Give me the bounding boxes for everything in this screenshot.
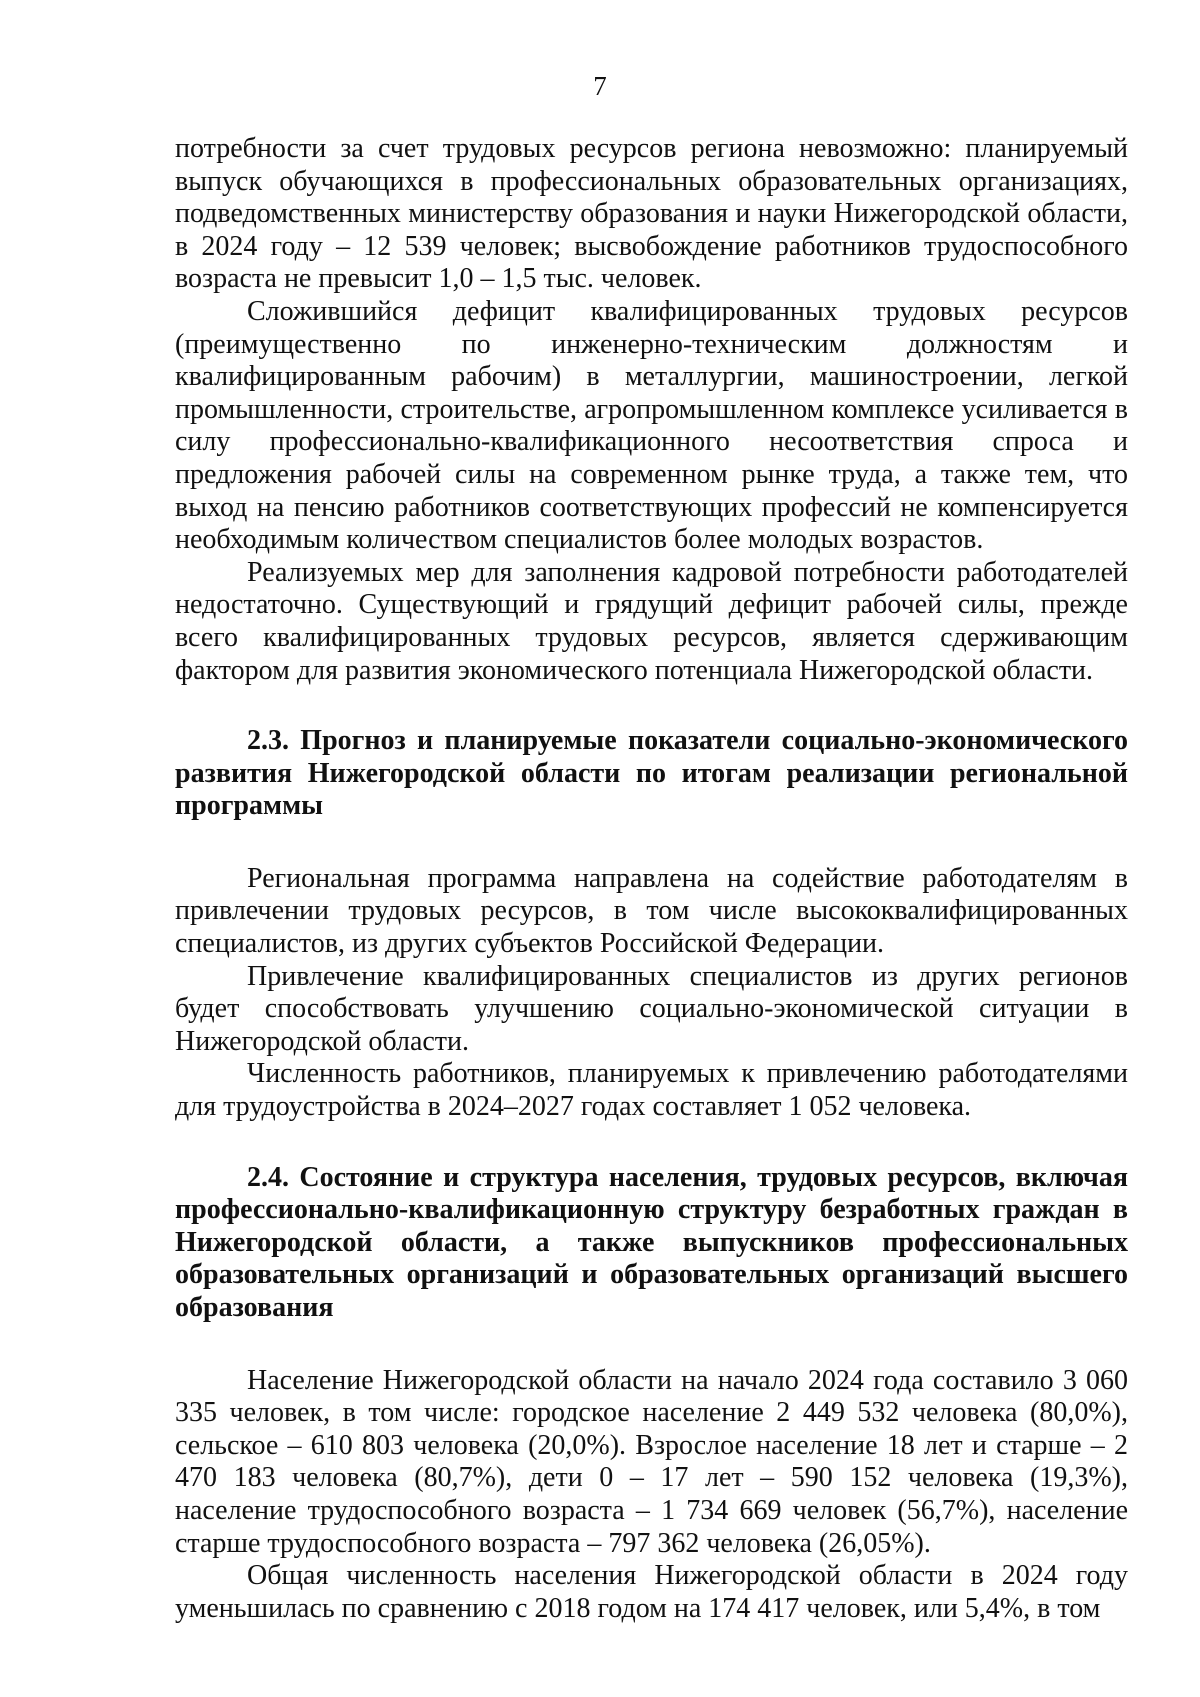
paragraph-population-decline: Общая численность населения Нижегородской области в 2024 году уменьшилась по сравнению с 2018 годом на 174 417 человек, или 5,4%, в том bbox=[175, 1560, 1128, 1624]
paragraph-program-purpose: Региональная программа направлена на содействие работодателям в привлечении трудовых ресурсов, в том числе высококвалифицированных специалистов, из других субъектов Российской Федерации. bbox=[175, 862, 1128, 960]
spacer bbox=[175, 1124, 1128, 1162]
section-heading-2-3: 2.3. Прогноз и планируемые показатели социально-экономического развития Нижегородской области по итогам реализации региональной программы bbox=[175, 725, 1128, 822]
spacer bbox=[175, 823, 1128, 863]
paragraph-workers-count: Численность работников, планируемых к привлечению работодателями для трудоустройства в 2024–2027 годах составляет 1 052 человека. bbox=[175, 1058, 1128, 1123]
paragraph-attraction-effect: Привлечение квалифицированных специалистов из других регионов будет способствовать улучшению социально-экономической ситуации в Нижегородской области. bbox=[175, 960, 1128, 1057]
paragraph-population-structure: Население Нижегородской области на начало 2024 года составило 3 060 335 человек, в том числе: городское население 2 449 532 человека (80,0%), сельское – 610 803 человека (20,0%). Взрослое население 18 лет и старше – 2 470 183 человека (80,7%), дети 0 – 17 лет – 590 152 человека (19,3%), население трудоспособного возраста – 1 734 669 человек (56,7%), население старше трудоспособного возраста – 797 362 человека (26,05%). bbox=[175, 1364, 1128, 1559]
page-number: 7 bbox=[593, 71, 607, 101]
paragraph-labor-deficit: Сложившийся дефицит квалифицированных трудовых ресурсов (преимущественно по инженерно-техническим должностям и квалифицированным рабочим) в металлургии, машиностроении, легкой промышленности, строительстве, агропромышленном комплексе усиливается в силу профессионально-квалификационного несоответствия спроса и предложения рабочей силы на современном рынке труда, а также тем, что выход на пенсию работников соответствующих профессий не компенсируется необходимым количеством специалистов более молодых возрастов. bbox=[175, 295, 1128, 556]
spacer bbox=[175, 687, 1128, 725]
section-heading-2-4: 2.4. Состояние и структура населения, трудовых ресурсов, включая профессионально-квалификационную структуру безработных граждан в Нижегородской области, а также выпускников профессиональных образовательных организаций и образовательных организаций высшего образования bbox=[175, 1161, 1128, 1323]
spacer bbox=[175, 1325, 1128, 1365]
document-body bbox=[175, 133, 1128, 1625]
paragraph-measures-insufficient: Реализуемых мер для заполнения кадровой потребности работодателей недостаточно. Существующий и грядущий дефицит рабочей силы, прежде всего квалифицированных трудовых ресурсов, является сдерживающим фактором для развития экономического потенциала Нижегородской области. bbox=[175, 556, 1128, 686]
paragraph-continuation: потребности за счет трудовых ресурсов региона невозможно: планируемый выпуск обучающихся в профессиональных образовательных организациях, подведомственных министерству образования и науки Нижегородской области, в 2024 году – 12 539 человек; высвобождение работников трудоспособного возраста не превысит 1,0 – 1,5 тыс. человек. bbox=[175, 133, 1128, 295]
